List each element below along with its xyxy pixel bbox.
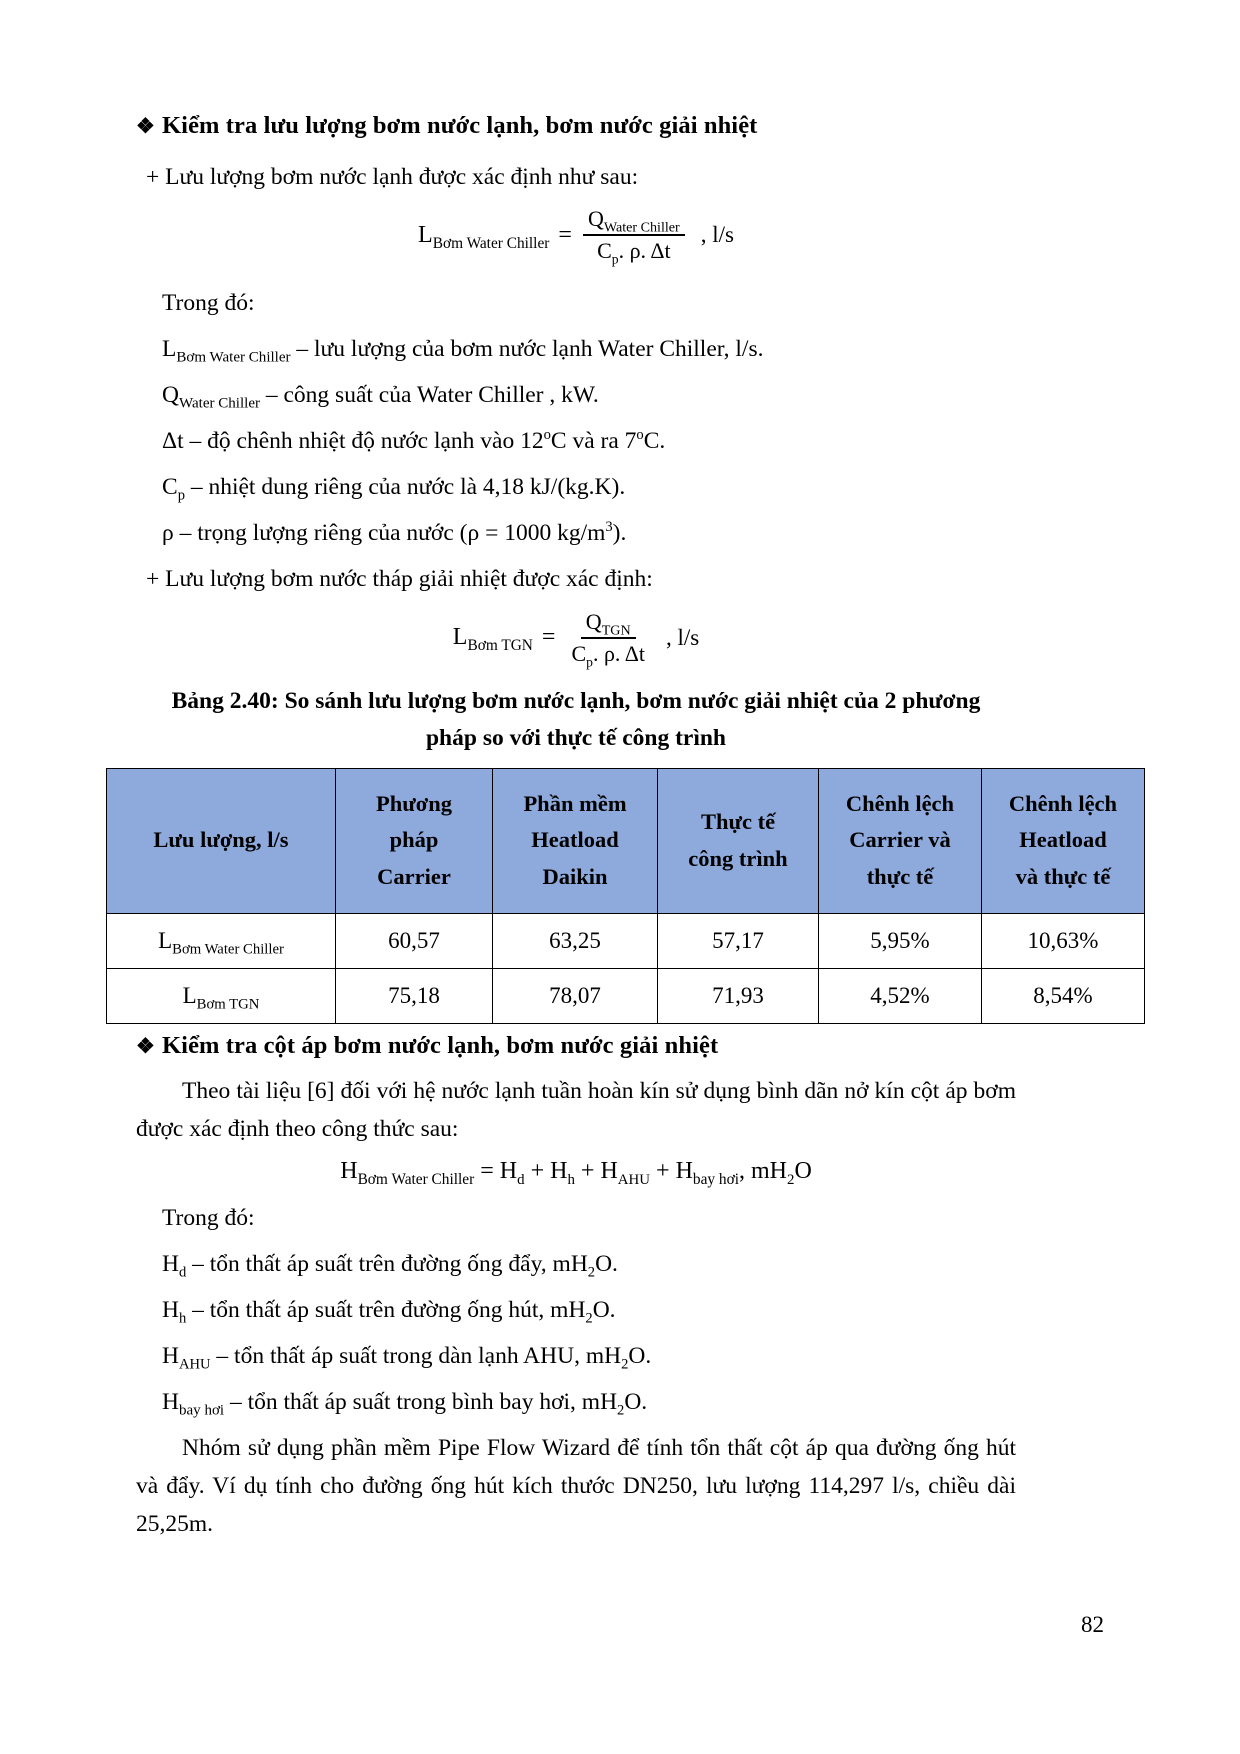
- intro-paragraph-1: + Lưu lượng bơm nước lạnh được xác định như sau:: [146, 164, 639, 190]
- table-caption-line-2: pháp so với thực tế công trình: [425, 725, 726, 752]
- section2-paragraph-2: Nhóm sử dụng phần mềm Pipe Flow Wizard để tính tổn thất cột áp qua đường ống hút và đẩy. Ví dụ tính cho đường ống hút kích thước DN250, lưu lượng 114,297 l/s, chiều dài 25,25m.: [136, 1435, 1016, 1538]
- formula1-num-sub: Water Chiller: [603, 219, 680, 236]
- formula1-equals: =: [558, 221, 572, 248]
- header-3-line-1: công trình: [688, 845, 788, 871]
- formula2-unit: , l/s: [665, 624, 700, 650]
- def0-sub: Bơm Water Chiller: [176, 349, 291, 366]
- formula1-lhs-sub: Bơm Water Chiller: [432, 234, 550, 252]
- row-1-cell-4: 8,54%: [982, 968, 1145, 1023]
- formula1-den-sub: p: [611, 251, 619, 267]
- row-0-cell-4: 10,63%: [982, 913, 1145, 968]
- definition-cp: $C_p$ – nhiệt dung riêng của nước là 4,18 kJ/(kg.K).: [162, 474, 626, 504]
- def4-sup: 3: [605, 519, 613, 536]
- def2-deg2: o: [636, 427, 644, 444]
- def2-deg1: o: [543, 427, 551, 444]
- header-5-line-2: và thực tế: [1015, 863, 1111, 889]
- row-1-cell-1: 78,07: [493, 968, 658, 1023]
- formula-pump-water-chiller: [136, 206, 1016, 267]
- s2def1-sub2: 2: [585, 1310, 593, 1327]
- definition-hd: $H_d$ – tổn thất áp suất trên đường ống đẩy, $mH_2O$.: [162, 1250, 618, 1281]
- section-heading-text: Kiểm tra lưu lượng bơm nước lạnh, bơm nước giải nhiệt: [162, 112, 758, 139]
- formula1-numerator: $Q_{Water Chiller}$: [583, 206, 685, 236]
- formula2-num-sub: TGN: [601, 621, 631, 638]
- formula-pump-tgn: [136, 609, 1016, 667]
- table-caption: [136, 683, 1016, 758]
- definition-q-water-chiller: $Q_{Water Chiller}$ – công suất của Water Chiller , kW.: [162, 382, 599, 412]
- section-heading-flow-check: [136, 112, 1016, 140]
- formula1-fraction: [583, 206, 685, 267]
- header-5-line-1: Heatload: [1019, 827, 1107, 853]
- s2def3-sub2: 2: [617, 1402, 625, 1419]
- table-head: [107, 768, 1145, 913]
- header-5-line-0: Chênh lệch: [1008, 791, 1118, 817]
- formula2-fraction: [566, 609, 650, 667]
- table-header-cell-actual: [658, 768, 819, 913]
- formula-head-water-chiller: $H_{Bơm Water Chiller} = H_d + H_h + H_{AHU} + H_{bay hơi}$, $mH_2O$: [340, 1157, 812, 1188]
- s2def3-sub: bay hơi: [178, 1402, 225, 1419]
- header-2-line-1: Heatload: [531, 827, 619, 853]
- table-caption-line-1: Bảng 2.40: So sánh lưu lượng bơm nước lạnh, bơm nước giải nhiệt của 2 phương: [171, 687, 981, 714]
- formula3-unit-sub: 2: [787, 1171, 795, 1188]
- intro-paragraph-2: + Lưu lượng bơm nước tháp giải nhiệt được xác định:: [146, 566, 653, 593]
- header-0-line-0: Lưu lượng, l/s: [153, 827, 289, 853]
- formula1-lhs: $L_{Bơm Water Chiller}$: [418, 221, 550, 252]
- page-number: 82: [1081, 1612, 1104, 1637]
- table-header-cell-carrier: [336, 768, 493, 913]
- header-4-line-0: Chênh lệch: [845, 791, 955, 817]
- row-0-label-sub: Bơm Water Chiller: [172, 941, 284, 958]
- definition-hahu: $H_{AHU}$ – tổn thất áp suất trong dàn lạnh AHU, $mH_2O$.: [162, 1343, 652, 1373]
- formula3-lhs-sub: Bơm Water Chiller: [357, 1170, 475, 1188]
- table-header-cell-flow: [107, 768, 336, 913]
- header-1-line-2: Carrier: [377, 863, 451, 889]
- s2def1-sub: h: [178, 1310, 187, 1327]
- table-row: [107, 913, 1145, 968]
- s2def2-sub: AHU: [178, 1356, 211, 1373]
- page-content: [136, 112, 1118, 1543]
- formula1-unit: , l/s: [700, 222, 734, 248]
- table-header-cell-diff-heatload: [982, 768, 1145, 913]
- table-row: [107, 968, 1145, 1023]
- row-0-label: $L_{Bơm Water Chiller}$: [107, 913, 336, 968]
- table-header-cell-diff-carrier: [819, 768, 982, 913]
- header-4-line-2: thực tế: [866, 863, 934, 889]
- table-header-cell-heatload-daikin: [493, 768, 658, 913]
- definition-rho: ρ – trọng lượng riêng của nước (ρ = 1000 $kg/m^3$).: [162, 519, 627, 547]
- s2def0-sub: d: [178, 1264, 187, 1281]
- formula2-equals: =: [541, 624, 556, 650]
- definition-hbayhoi: $H_{bay hơi}$ – tổn thất áp suất trong bình bay hơi, $mH_2O$.: [162, 1389, 648, 1419]
- formula3-t2-sub: h: [567, 1171, 575, 1188]
- header-3-line-0: Thực tế: [700, 809, 776, 835]
- header-4-line-1: Carrier và: [849, 827, 951, 853]
- row-1-cell-0: 75,18: [336, 968, 493, 1023]
- table-body: [107, 913, 1145, 1023]
- row-0-cell-3: 5,95%: [819, 913, 982, 968]
- row-0-cell-0: 60,57: [336, 913, 493, 968]
- row-1-cell-2: 71,93: [658, 968, 819, 1023]
- row-1-label-sub: Bơm TGN: [196, 996, 260, 1013]
- diamond-bullet-icon: ❖: [136, 1033, 155, 1058]
- formula2-lhs: $L_{Bơm TGN}$: [452, 624, 533, 654]
- formula3-t3-sub: AHU: [617, 1171, 651, 1188]
- s2def2-sub2: 2: [621, 1356, 629, 1373]
- header-2-line-0: Phần mềm: [523, 791, 627, 817]
- row-0-cell-1: 63,25: [493, 913, 658, 968]
- definition-delta-t: Δt – độ chênh nhiệt độ nước lạnh vào 12$^o$C và ra 7$^o$C.: [162, 427, 666, 455]
- formula2-den-sub: p: [586, 653, 593, 669]
- formula2-lhs-sub: Bơm TGN: [467, 636, 533, 654]
- table-header-row: [107, 768, 1145, 913]
- definition-hh: $H_h$ – tổn thất áp suất trên đường ống hút, $mH_2O$.: [162, 1296, 616, 1327]
- formula2-numerator: $Q_{TGN}$: [581, 609, 636, 639]
- section2-heading-text: Kiểm tra cột áp bơm nước lạnh, bơm nước giải nhiệt: [162, 1031, 719, 1059]
- formula3-t1-sub: d: [517, 1171, 525, 1188]
- diamond-bullet-icon: ❖: [136, 114, 155, 138]
- section2-paragraph-1: Theo tài liệu [6] đối với hệ nước lạnh tuần hoàn kín sử dụng bình dãn nở kín cột áp bơm được xác định theo công thức sau:: [136, 1077, 1016, 1142]
- where-label-2: Trong đó:: [162, 1204, 255, 1231]
- header-1-line-1: pháp: [389, 827, 439, 853]
- def1-sub: Water Chiller: [178, 395, 260, 412]
- where-label-1: Trong đó:: [162, 290, 255, 317]
- header-2-line-2: Daikin: [542, 863, 608, 889]
- row-1-cell-3: 4,52%: [819, 968, 982, 1023]
- section-heading-head-check: [136, 1032, 1016, 1060]
- formula3-t4-sub: bay hơi: [692, 1170, 739, 1188]
- definition-l-bom-water-chiller: $L_{Bơm Water Chiller}$ – lưu lượng của bơm nước lạnh Water Chiller, l/s.: [162, 336, 764, 366]
- comparison-table: [106, 768, 1145, 1024]
- row-1-label: $L_{Bơm TGN}$: [107, 968, 336, 1023]
- def3-sub: p: [177, 488, 185, 504]
- formula1-denominator: $C_p$. ρ. Δt: [597, 238, 671, 267]
- s2def0-sub2: 2: [587, 1264, 596, 1281]
- row-0-cell-2: 57,17: [658, 913, 819, 968]
- header-1-line-0: Phương: [376, 791, 452, 817]
- formula2-denominator: $C_p$. ρ. Δt: [571, 640, 645, 669]
